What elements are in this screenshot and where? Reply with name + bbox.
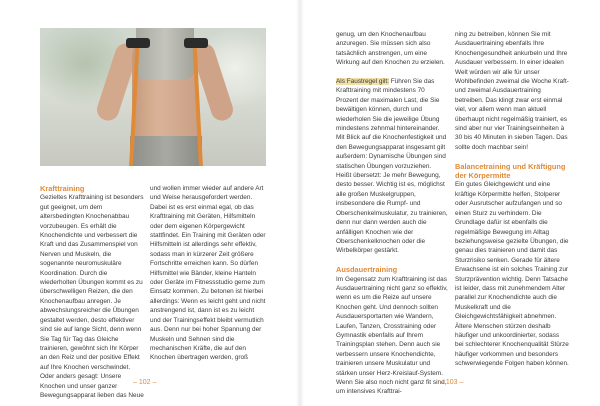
page-number-right: – 103 – [440, 379, 464, 386]
section-heading-ausdauertraining: Ausdauertraining [336, 265, 398, 275]
section-heading-balancetraining: Balancetraining und Kräftigung der Körpermitte [455, 161, 566, 181]
body-text: genug, um den Knochenaufbau anzuregen. Sie müssen sich also tatsächlich anstrengen, um eine Wirkung auf den Knochen zu erzielen. [336, 31, 445, 67]
body-text: und wollen immer wieder auf andere Art und Weise herausgefordert werden. Dabei ist es erst einmal egal, ob das Krafttraining mit Geräten, Hilfsmitteln oder dem eigenen Körpergewicht stattfindet. Ein Training mit Geräten oder Hilfsmitteln ist allerdings sehr effektiv, sodass man in kürzerer Zeit größere Fortschritte erreichen kann. So dürfen Hilfsmittel wie Bänder, kleine Hanteln oder Geräte im Fitnessstudio gerne zum Einsatz kommen. Zu betonen ist hierbei allerdings: Wenn es leicht geht und nicht anstrengend ist, dann ist es zu leicht und der Trainingseffekt bleibt vermutlich aus. Denn nur bei hoher Spannung der Muskeln und Sehnen sind die mechanischen Kräfte, die auf den Knochen übertragen werden, groß [150, 185, 266, 362]
left-column-2 [150, 184, 266, 363]
rule-highlight: Als Faustregel gilt: [336, 78, 389, 86]
rule-paragraph [336, 77, 448, 256]
leggings [130, 136, 202, 166]
page-number-left: – 102 – [133, 379, 157, 386]
band-handle-right [184, 38, 208, 48]
body-text: Führen Sie das Krafttraining mit mindestens 70 Prozent der maximalen Last, die Sie bewältigen können, durch und wiederholen Sie die jeweilige Übung mindestens zehnmal hintereinander. Mit Blick auf die Knochenfestigkeit und den Bewegungsapparat insgesamt gilt außerdem: Dynamische Übungen sind statischen Übungen vorzuziehen. Heißt übersetzt: Je mehr Bewegung, desto besser. Wichtig ist es, möglichst alle großen Muskelgruppen, insbesondere die Rumpf- und Oberschenkelmuskulatur, zu trainieren, denn nur dann werden auch die anfälligen Knochen wie der Oberschenkelknochen oder die Wirbelkörper gestärkt. [336, 78, 448, 255]
fitness-band-photo [40, 28, 266, 166]
body-text: Gezieltes Krafttraining ist besonders gut geeignet, um dem altersbedingten Knochenabbau vorzubeugen. Es erhält die Knochendichte und verbessert die Kraft und das Zusammenspiel von Nerven und Muskeln, die sogenannte neuromuskuläre Koordination. Durch die wiederholten Übungen kommt es zu überschwelligen Reizen, die den Knochenaufbau anregen. Je abwechslungsreicher die Übungen gestaltet werden, desto effektiver sind sie auf lange Sicht, denn wenn Sie Tag für Tag das Gleiche trainieren, gewöhnt sich Ihr Körper an den Reiz und der positive Effekt auf Ihre Knochen verschwindet. Oder anders gesagt: Unsere Knochen und unser ganzer Bewegungsapparat lieben das Neue [40, 194, 144, 399]
body-text: ning zu betreiben, können Sie mit Ausdauertraining ebenfalls Ihre Knochengesundheit ankurbeln und Ihre Ausdauer verbessern. In einer idealen Welt würden wir alle für unser Wohlbefinden zweimal die Woche Kraft- und zweimal Ausdauertraining betreiben. Das klingt zwar erst einmal viel, vor allem wenn man aktuell überhaupt nicht regelmäßig trainiert, es sind aber nur vier Trainingseinheiten à 30 bis 40 Minuten in sieben Tagen. Das sollte doch machbar sein! [455, 31, 569, 151]
book-gutter [296, 0, 304, 406]
sports-top [136, 28, 194, 80]
section-heading-krafttraining: Krafttraining [40, 184, 85, 193]
body-text: Im Gegensatz zum Krafttraining ist das Ausdauertraining nicht ganz so effektiv, wenn es um die Reize auf unsere Knochen geht. Und dennoch sollten Ausdauersportarten wie Wandern, Laufen, Tanzen, Crosstraining oder Gymnastik ebenfalls auf Ihrem Trainingsplan stehen. Denn auch sie verbessern unsere Knochendichte, trainieren unsere Muskulatur und stärken unser Herz-Kreislauf-System. Wenn Sie also noch nicht ganz fit sind, um intensives Krafttrai- [336, 275, 448, 396]
body-text: Ein gutes Gleichgewicht und eine kräftige Körpermitte helfen, Stolperer oder Ausrutscher aufzufangen und so einen Sturz zu verhindern. Die Grundlage dafür ist ebenfalls die regelmäßige Bewegung im Alltag beziehungsweise gezielte Übungen, die genau dies trainieren und damit das Sturzrisiko senken. Gerade für ältere Erwachsene ist ein solches Training zur Sturzprävention wichtig. Denn Tatsache ist leider, dass mit zunehmendem Alter parallel zur Knochendichte auch die Muskelkraft und die Gleichgewichtsfähigkeit abnehmen. Ältere Menschen stürzen deshalb häufiger und unkoordinierter, sodass bei schlechterer Knochenqualität Stürze häufiger vorkommen und besonders schwerwiegende Folgen haben können. [455, 181, 569, 368]
right-column-2 [455, 30, 569, 369]
right-column-1 [336, 30, 448, 397]
left-column-1 [40, 184, 144, 400]
band-handle-left [126, 38, 150, 48]
